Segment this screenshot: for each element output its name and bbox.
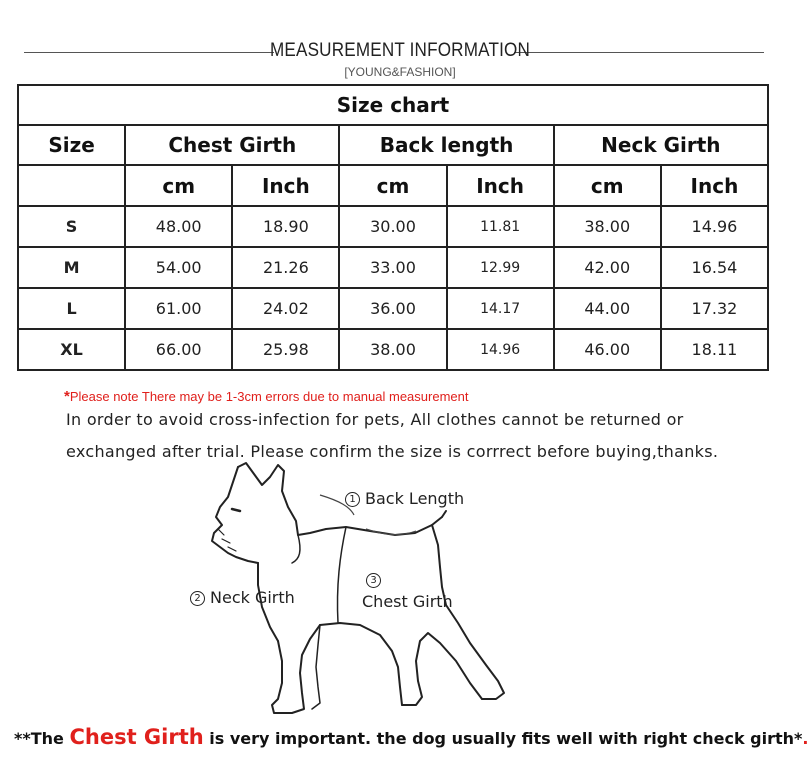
size-cell: M	[18, 247, 125, 288]
value-cell: 36.00	[339, 288, 446, 329]
number-badge: 1	[345, 492, 360, 507]
table-unit-row	[18, 165, 768, 206]
value-cell: 18.90	[232, 206, 339, 247]
value-cell: 14.96	[661, 206, 768, 247]
value-cell: 21.26	[232, 247, 339, 288]
neck-girth-label	[190, 588, 295, 607]
chest-girth-text: Chest Girth	[362, 592, 453, 611]
size-cell: L	[18, 288, 125, 329]
value-cell: 25.98	[232, 329, 339, 370]
value-cell: 38.00	[554, 206, 661, 247]
neck-girth-header: Neck Girth	[554, 125, 768, 165]
number-badge: 2	[190, 591, 205, 606]
value-cell: 61.00	[125, 288, 232, 329]
value-cell: 38.00	[339, 329, 446, 370]
footer-end: .	[802, 729, 808, 748]
value-cell: 17.32	[661, 288, 768, 329]
value-cell: 42.00	[554, 247, 661, 288]
unit-blank-cell	[18, 165, 125, 206]
value-cell: 66.00	[125, 329, 232, 370]
unit-header: Inch	[447, 165, 554, 206]
return-policy-line-2: exchanged after trial. Please confirm the size is corrrect before buying,thanks.	[66, 442, 719, 461]
table-row	[18, 247, 768, 288]
unit-header: cm	[554, 165, 661, 206]
error-note-text: Please note There may be 1-3cm errors due to manual measurement	[69, 389, 469, 404]
value-cell: 11.81	[447, 206, 554, 247]
chest-girth-importance-note	[14, 725, 808, 749]
value-cell: 16.54	[661, 247, 768, 288]
unit-header: Inch	[661, 165, 768, 206]
table-title-row	[18, 85, 768, 125]
value-cell: 12.99	[447, 247, 554, 288]
footer-suffix: is very important. the dog usually fits well with right check girth*	[203, 729, 803, 748]
table-row	[18, 288, 768, 329]
value-cell: 14.96	[447, 329, 554, 370]
table-row	[18, 329, 768, 370]
size-chart-table	[17, 84, 769, 371]
page-title: MEASUREMENT INFORMATION	[269, 40, 531, 61]
back-length-text: Back Length	[365, 489, 465, 508]
chest-girth-label	[362, 573, 453, 611]
back-length-header: Back length	[339, 125, 553, 165]
table-title: Size chart	[18, 85, 768, 125]
value-cell: 18.11	[661, 329, 768, 370]
size-header: Size	[18, 125, 125, 165]
size-cell: S	[18, 206, 125, 247]
asterisk: *	[64, 388, 70, 405]
return-policy-line-1: In order to avoid cross-infection for pets, All clothes cannot be returned or	[66, 410, 684, 429]
unit-header: cm	[339, 165, 446, 206]
value-cell: 30.00	[339, 206, 446, 247]
value-cell: 48.00	[125, 206, 232, 247]
footer-highlight: Chest Girth	[69, 725, 204, 749]
value-cell: 46.00	[554, 329, 661, 370]
neck-girth-text: Neck Girth	[210, 588, 295, 607]
value-cell: 54.00	[125, 247, 232, 288]
table-group-header-row	[18, 125, 768, 165]
unit-header: cm	[125, 165, 232, 206]
number-badge: 3	[366, 573, 381, 588]
brand-subtitle: [YOUNG&FASHION]	[344, 65, 456, 79]
error-note	[64, 388, 468, 405]
value-cell: 14.17	[447, 288, 554, 329]
value-cell: 33.00	[339, 247, 446, 288]
value-cell: 44.00	[554, 288, 661, 329]
footer-prefix: **The	[14, 729, 70, 748]
back-length-label	[345, 489, 464, 508]
table-row	[18, 206, 768, 247]
size-cell: XL	[18, 329, 125, 370]
value-cell: 24.02	[232, 288, 339, 329]
unit-header: Inch	[232, 165, 339, 206]
chest-girth-header: Chest Girth	[125, 125, 339, 165]
